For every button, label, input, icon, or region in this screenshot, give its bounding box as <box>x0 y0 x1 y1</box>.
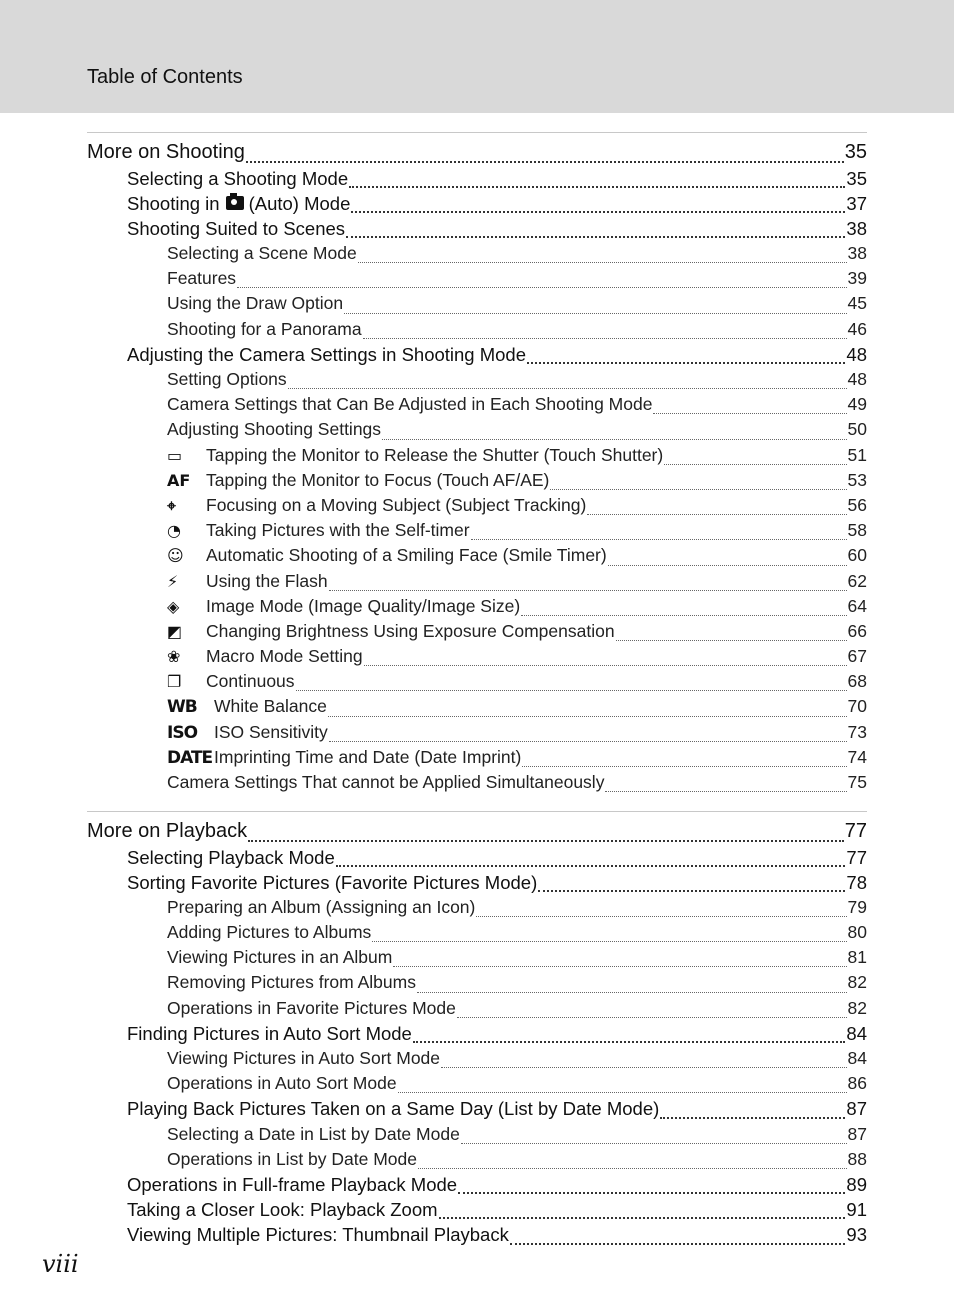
toc-entry-text: Shooting Suited to Scenes <box>127 217 346 239</box>
toc-entry-label <box>167 1073 397 1094</box>
toc-entry-text: White Balance <box>214 696 327 717</box>
leader-dots <box>346 236 845 238</box>
toc-entry-label <box>167 545 607 566</box>
toc-entry[interactable] <box>87 772 867 797</box>
leader-dots <box>457 1017 847 1018</box>
leader-dots <box>587 514 846 515</box>
leader-dots <box>605 791 846 792</box>
leader-dots <box>471 539 847 540</box>
toc-entry-label <box>167 722 328 743</box>
toc-entry-label <box>167 419 381 440</box>
toc-page-number: 84 <box>846 1022 867 1044</box>
toc-entry[interactable] <box>87 218 867 243</box>
subject-tracking-icon: ⌖ <box>167 495 177 515</box>
leader-dots <box>441 1067 847 1068</box>
touch-af-ae-icon: AF <box>167 470 191 490</box>
toc-entry-text: Imprinting Time and Date (Date Imprint) <box>214 746 522 767</box>
toc-entry[interactable] <box>87 998 867 1023</box>
leader-dots <box>237 287 846 288</box>
toc-page-number: 77 <box>846 846 867 868</box>
toc-page-number: 93 <box>846 1224 867 1246</box>
toc-entry[interactable] <box>87 319 867 344</box>
toc-entry-chapter[interactable] <box>87 141 867 168</box>
toc-page-number: 87 <box>847 1123 867 1144</box>
leader-dots <box>476 916 846 917</box>
toc-entry[interactable] <box>87 972 867 997</box>
toc-entry-text: Viewing Pictures in an Album <box>167 947 393 968</box>
toc-page-number: 79 <box>847 896 867 917</box>
smile-timer-icon: ☺ <box>167 546 184 566</box>
toc-page-number: 35 <box>844 141 867 163</box>
toc-entry-label <box>167 394 652 415</box>
toc-entry[interactable] <box>87 193 867 218</box>
toc-entry-text: Preparing an Album (Assigning an Icon) <box>167 896 476 917</box>
leader-dots <box>417 992 847 993</box>
toc-entry[interactable] <box>87 947 867 972</box>
toc-entry-label <box>127 1199 438 1221</box>
leader-dots <box>510 1243 846 1245</box>
toc-page-number: 87 <box>846 1098 867 1120</box>
toc-entry-label <box>167 696 327 717</box>
toc-entry-text: Setting Options <box>167 369 287 389</box>
toc-entry-label <box>167 1149 417 1170</box>
toc-entry-label <box>127 1023 412 1045</box>
leader-dots <box>372 941 846 942</box>
leader-dots <box>329 741 847 742</box>
toc-page-number: 50 <box>847 419 867 440</box>
toc-page-number: 66 <box>847 620 867 641</box>
toc-page-number: 84 <box>847 1048 867 1068</box>
leader-dots <box>439 1217 846 1219</box>
toc-entry[interactable] <box>87 621 867 646</box>
toc-entry[interactable] <box>87 545 867 570</box>
touch-shutter-icon: ▭ <box>167 445 183 465</box>
iso-sensitivity-icon: ISO <box>167 722 198 743</box>
toc-page-number: 91 <box>846 1199 867 1221</box>
toc-entry-text: Viewing Multiple Pictures: Thumbnail Playback <box>127 1224 509 1246</box>
leader-dots <box>522 766 846 767</box>
toc-entry-chapter[interactable] <box>87 820 867 847</box>
leader-dots <box>364 665 847 666</box>
leader-dots <box>538 890 845 892</box>
leader-dots <box>246 161 844 163</box>
toc-entry-label <box>167 596 520 617</box>
continuous-icon: ❐ <box>167 672 182 692</box>
toc-entry[interactable] <box>87 646 867 671</box>
toc-entry-label <box>167 998 456 1019</box>
leader-dots <box>393 966 846 967</box>
leader-dots <box>358 262 847 263</box>
leader-dots <box>248 840 844 842</box>
toc-page-number: 67 <box>847 646 867 667</box>
toc-entry[interactable] <box>87 696 867 721</box>
toc-entry-text: Selecting a Date in List by Date Mode <box>167 1123 460 1144</box>
toc-entry-text: Selecting Playback Mode <box>127 846 335 868</box>
toc-page-number: 39 <box>847 268 867 289</box>
toc-entry-label <box>167 1124 460 1145</box>
toc-entry-text: Shooting for a Panorama <box>167 318 362 339</box>
toc-entry-text: Operations in List by Date Mode <box>167 1148 417 1169</box>
toc-entry-label <box>127 1098 659 1120</box>
toc-entry-text: Changing Brightness Using Exposure Compensation <box>206 620 615 641</box>
toc-entry-text: Features <box>167 268 237 289</box>
toc-entry-label <box>167 445 663 466</box>
white-balance-icon: WB <box>167 697 197 718</box>
leader-dots <box>349 186 845 188</box>
toc-entry[interactable] <box>87 1224 867 1249</box>
toc-page-number: 45 <box>847 293 867 314</box>
leader-dots <box>521 615 846 616</box>
toc-entry[interactable] <box>87 520 867 545</box>
toc-entry[interactable] <box>87 344 867 369</box>
toc-entry-text: Operations in Full-frame Playback Mode <box>127 1173 458 1195</box>
toc-entry[interactable] <box>87 671 867 696</box>
toc-entry-label <box>167 268 236 289</box>
toc-entry[interactable] <box>87 168 867 193</box>
toc-page-number: 64 <box>847 595 867 616</box>
leader-dots <box>398 1092 847 1093</box>
toc-page-number: 77 <box>844 820 867 842</box>
toc-entry-label <box>127 847 335 869</box>
toc-entry-text: Adjusting Shooting Settings <box>167 419 382 440</box>
toc-entry-text: Tapping the Monitor to Release the Shutter (Touch Shutter) <box>206 444 664 465</box>
leader-dots <box>664 464 846 465</box>
toc-entry-label <box>127 168 348 190</box>
toc-entry[interactable] <box>87 1098 867 1123</box>
toc-page-number: 80 <box>847 922 867 943</box>
date-imprint-icon: DATE <box>167 747 213 768</box>
toc-entry-text: Finding Pictures in Auto Sort Mode <box>127 1022 412 1044</box>
toc-entry-text: Using the Draw Option <box>167 293 344 314</box>
toc-entry-text: Viewing Pictures in Auto Sort Mode <box>167 1048 441 1068</box>
toc-entry[interactable] <box>87 571 867 596</box>
toc-entry[interactable] <box>87 495 867 520</box>
toc-page-number: 68 <box>847 671 867 692</box>
toc-entry-label <box>167 495 586 516</box>
toc-page-number: 58 <box>847 520 867 541</box>
toc-page-number: 38 <box>847 243 867 264</box>
leader-dots <box>608 565 847 566</box>
leader-dots <box>413 1041 846 1043</box>
toc-entry[interactable] <box>87 596 867 621</box>
toc-entry-label <box>167 922 371 943</box>
toc-entry-label <box>167 772 604 793</box>
toc-entry-label <box>127 872 537 894</box>
toc-entry-text: Operations in Auto Sort Mode <box>167 1073 397 1094</box>
auto-mode-camera-icon <box>226 196 244 210</box>
leader-dots <box>418 1168 847 1169</box>
toc-entry-label <box>167 621 615 642</box>
toc-page-number: 56 <box>847 494 867 515</box>
leader-dots <box>344 313 846 314</box>
toc-entry-label <box>167 646 363 667</box>
toc-page-number: 74 <box>847 746 867 767</box>
toc-entry[interactable] <box>87 470 867 495</box>
toc-entry-label <box>167 947 392 968</box>
leader-dots <box>461 1143 847 1144</box>
toc-entry-label <box>127 1224 509 1246</box>
toc-entry[interactable] <box>87 243 867 268</box>
toc-entry-label: More on Playback <box>87 820 248 842</box>
toc-entry-label <box>127 218 345 240</box>
leader-dots <box>329 590 847 591</box>
section-divider <box>87 811 867 812</box>
leader-dots <box>660 1117 845 1119</box>
toc-entry[interactable] <box>87 1149 867 1174</box>
leader-dots <box>653 413 846 414</box>
toc-entry[interactable] <box>87 1048 867 1073</box>
toc-entry[interactable] <box>87 922 867 947</box>
toc-page-number: 75 <box>847 772 867 792</box>
toc-entry-text: Taking a Closer Look: Playback Zoom <box>127 1199 438 1221</box>
exposure-compensation-icon: ◩ <box>167 621 183 641</box>
toc-entry-label <box>167 470 549 491</box>
page-number: viii <box>42 1250 79 1278</box>
toc-entry-text: Tapping the Monitor to Focus (Touch AF/AE) <box>206 469 550 490</box>
toc-entry-text: Shooting in <box>127 192 220 214</box>
toc-entry-text: Adding Pictures to Albums <box>167 922 372 943</box>
toc-page-number: 70 <box>847 696 867 717</box>
toc-entry-label <box>127 193 350 215</box>
toc-entry-label <box>167 571 328 592</box>
toc-page-number: 62 <box>847 570 867 591</box>
flash-icon: ⚡ <box>167 571 179 591</box>
toc-entry-label <box>167 1048 440 1069</box>
toc-page-number: 53 <box>847 469 867 490</box>
toc-page-number: 49 <box>847 394 867 415</box>
toc-entry-text: Camera Settings That cannot be Applied Simultaneously <box>167 772 605 792</box>
toc-entry[interactable] <box>87 1124 867 1149</box>
toc-entry[interactable] <box>87 1199 867 1224</box>
toc-entry-text: Sorting Favorite Pictures (Favorite Pictures Mode) <box>127 871 538 893</box>
leader-dots <box>363 338 847 339</box>
macro-mode-icon: ❀ <box>167 647 181 667</box>
toc-page-number: 82 <box>847 997 867 1018</box>
toc-page-number: 37 <box>846 192 867 214</box>
toc-page-number: 48 <box>847 369 867 389</box>
toc-entry-label <box>167 520 470 541</box>
toc-entry[interactable] <box>87 847 867 872</box>
toc-entry-text: Selecting a Shooting Mode <box>127 167 349 189</box>
toc-entry-label <box>167 293 343 314</box>
toc-entry-text: Using the Flash <box>206 570 328 591</box>
toc-entry[interactable] <box>87 722 867 747</box>
toc-entry-label: More on Shooting <box>87 141 245 163</box>
toc-entry-label <box>167 369 287 390</box>
toc-entry-text: Selecting a Scene Mode <box>167 243 357 264</box>
leader-dots <box>351 211 845 213</box>
toc-entry-text: Automatic Shooting of a Smiling Face (Smile Timer) <box>206 545 607 566</box>
toc-entry[interactable] <box>87 445 867 470</box>
leader-dots <box>328 716 847 717</box>
toc-entry[interactable] <box>87 1023 867 1048</box>
toc-entry-label <box>167 319 362 340</box>
toc-entry-label <box>167 972 416 993</box>
toc-entry[interactable] <box>87 1073 867 1098</box>
toc-page-number: 73 <box>847 721 867 742</box>
leader-dots <box>616 640 847 641</box>
toc-entry-label <box>127 344 526 366</box>
toc-page-number: 38 <box>846 217 867 239</box>
leader-dots <box>382 439 846 440</box>
toc-entry[interactable] <box>87 1174 867 1199</box>
toc-entry-text: (Auto) Mode <box>248 192 351 214</box>
leader-dots <box>550 489 846 490</box>
toc-page-number: 78 <box>846 871 867 893</box>
leader-dots <box>336 865 846 867</box>
toc-entry[interactable] <box>87 293 867 318</box>
toc-page-number: 48 <box>846 343 867 365</box>
toc-page-number: 60 <box>847 545 867 566</box>
toc-page-number: 88 <box>847 1148 867 1169</box>
toc-entry-text: Image Mode (Image Quality/Image Size) <box>206 595 521 616</box>
toc-entry-text: Focusing on a Moving Subject (Subject Tracking) <box>206 494 587 515</box>
toc-page-number: 51 <box>847 444 867 465</box>
toc-entry-text: Adjusting the Camera Settings in Shooting Mode <box>127 343 527 365</box>
leader-dots <box>288 388 847 389</box>
leader-dots <box>458 1192 845 1194</box>
toc-entry[interactable] <box>87 394 867 419</box>
leader-dots <box>527 362 845 364</box>
toc-page-number: 89 <box>846 1173 867 1195</box>
toc-entry-text: Continuous <box>206 671 295 692</box>
toc-entry-text: Macro Mode Setting <box>206 646 363 667</box>
image-mode-icon: ◈ <box>167 596 180 616</box>
toc-entry-text: Operations in Favorite Pictures Mode <box>167 997 456 1018</box>
leader-dots <box>296 690 847 691</box>
page-header <box>0 0 954 113</box>
toc-section-shooting <box>87 141 867 797</box>
toc-entry[interactable] <box>87 419 867 444</box>
section-divider <box>87 132 867 133</box>
toc-entry[interactable] <box>87 369 867 394</box>
toc-page-number: 35 <box>846 167 867 189</box>
toc-page-number: 82 <box>847 972 867 993</box>
toc-entry-text: Playing Back Pictures Taken on a Same Day (List by Date Mode) <box>127 1098 660 1120</box>
self-timer-icon: ◔ <box>167 521 181 541</box>
toc-entry-label <box>167 671 295 692</box>
toc-entry-text: Removing Pictures from Albums <box>167 972 416 993</box>
toc-page-number: 46 <box>847 318 867 339</box>
toc-entry[interactable] <box>87 268 867 293</box>
toc-entry-label <box>167 243 357 264</box>
toc-entry[interactable] <box>87 747 867 772</box>
toc-entry-label <box>167 897 475 918</box>
toc-page-number: 81 <box>847 947 867 968</box>
toc-entry-text: Camera Settings that Can Be Adjusted in Each Shooting Mode <box>167 394 653 415</box>
toc-section-playback <box>87 820 867 1250</box>
toc-page-number: 86 <box>847 1073 867 1094</box>
toc-entry-label <box>127 1174 457 1196</box>
header-title: Table of Contents <box>87 66 243 88</box>
toc-entry-text: ISO Sensitivity <box>214 721 328 742</box>
toc-entry[interactable] <box>87 872 867 897</box>
toc-entry-label <box>167 747 521 768</box>
toc-entry-text: Taking Pictures with the Self-timer <box>206 520 470 541</box>
toc-entry[interactable] <box>87 897 867 922</box>
